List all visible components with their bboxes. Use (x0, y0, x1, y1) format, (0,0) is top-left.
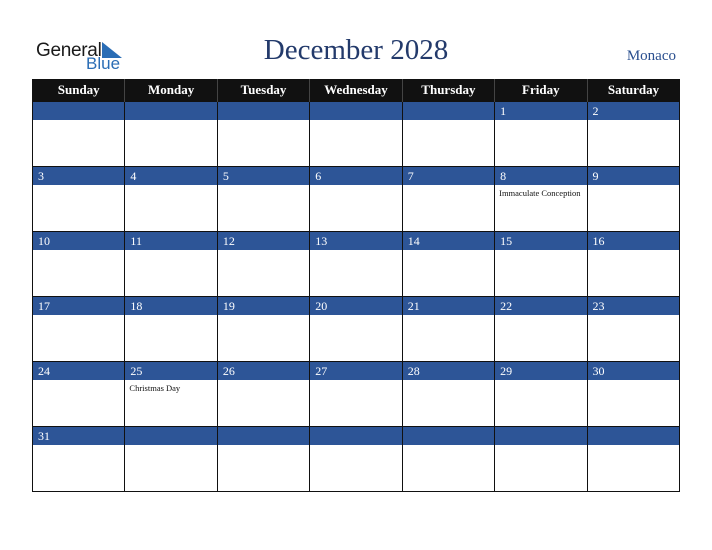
weekday-header: Thursday (402, 79, 494, 102)
day-number (125, 427, 216, 446)
day-cell[interactable] (125, 232, 217, 297)
country-label: Monaco (626, 48, 676, 64)
day-number: 18 (125, 297, 216, 316)
day-number: 7 (403, 167, 494, 186)
day-cell[interactable] (587, 362, 679, 427)
day-cell[interactable] (310, 232, 402, 297)
day-number: 16 (588, 232, 679, 251)
day-number: 19 (218, 297, 309, 316)
calendar-grid (32, 79, 680, 492)
day-cell[interactable] (402, 297, 494, 362)
day-number: 13 (310, 232, 401, 251)
day-cell[interactable] (33, 102, 125, 167)
day-cell[interactable] (402, 427, 494, 492)
day-number: 3 (33, 167, 124, 186)
day-cell[interactable] (33, 427, 125, 492)
day-cell[interactable] (217, 167, 309, 232)
day-number: 27 (310, 362, 401, 381)
logo-text-blue: Blue (86, 54, 121, 73)
weekday-header: Friday (495, 79, 587, 102)
day-cell[interactable] (125, 297, 217, 362)
day-cell[interactable] (310, 427, 402, 492)
day-number: 31 (33, 427, 124, 446)
day-cell[interactable] (310, 362, 402, 427)
day-cell[interactable] (587, 102, 679, 167)
day-number (125, 102, 216, 121)
day-cell[interactable] (587, 167, 679, 232)
day-number: 10 (33, 232, 124, 251)
day-number (33, 102, 124, 121)
week-row (33, 362, 680, 427)
day-number (588, 427, 679, 446)
day-number: 21 (403, 297, 494, 316)
day-number: 25 (125, 362, 216, 381)
day-cell[interactable] (402, 102, 494, 167)
day-cell[interactable] (217, 362, 309, 427)
weekday-header-row (33, 79, 680, 102)
day-number: 30 (588, 362, 679, 381)
day-cell[interactable] (587, 427, 679, 492)
week-row (33, 102, 680, 167)
day-cell[interactable] (402, 362, 494, 427)
day-number: 24 (33, 362, 124, 381)
day-number: 14 (403, 232, 494, 251)
day-cell[interactable] (125, 427, 217, 492)
day-number (310, 102, 401, 121)
day-cell[interactable] (402, 232, 494, 297)
day-number: 4 (125, 167, 216, 186)
day-number: 1 (495, 102, 586, 121)
day-cell[interactable] (217, 297, 309, 362)
day-cell[interactable] (495, 297, 587, 362)
weekday-header: Sunday (33, 79, 125, 102)
day-number: 5 (218, 167, 309, 186)
day-number: 2 (588, 102, 679, 121)
day-number: 15 (495, 232, 586, 251)
weekday-header: Monday (125, 79, 217, 102)
day-number: 17 (33, 297, 124, 316)
day-cell[interactable] (217, 102, 309, 167)
holiday-label: Christmas Day (129, 383, 181, 393)
day-cell[interactable] (217, 427, 309, 492)
day-number: 12 (218, 232, 309, 251)
day-cell[interactable] (310, 102, 402, 167)
day-cell[interactable] (587, 297, 679, 362)
day-number: 11 (125, 232, 216, 251)
day-number: 23 (588, 297, 679, 316)
day-number: 28 (403, 362, 494, 381)
weekday-header: Wednesday (310, 79, 402, 102)
day-cell[interactable] (495, 232, 587, 297)
page-title: December 2028 (263, 34, 449, 66)
holiday-label: Immaculate Conception (499, 188, 581, 198)
day-cell[interactable] (33, 297, 125, 362)
day-cell[interactable] (33, 167, 125, 232)
week-row (33, 167, 680, 232)
day-cell[interactable] (217, 232, 309, 297)
day-number (403, 427, 494, 446)
day-cell[interactable] (402, 167, 494, 232)
day-cell[interactable] (495, 102, 587, 167)
day-number: 9 (588, 167, 679, 186)
week-row (33, 232, 680, 297)
day-cell[interactable] (125, 102, 217, 167)
day-number (218, 427, 309, 446)
day-number (218, 102, 309, 121)
day-cell[interactable] (495, 167, 587, 232)
day-cell[interactable] (310, 167, 402, 232)
day-number (310, 427, 401, 446)
logo-text-general: General (36, 40, 102, 61)
day-cell[interactable] (495, 362, 587, 427)
day-number: 8 (495, 167, 586, 186)
day-number: 22 (495, 297, 586, 316)
day-cell[interactable] (125, 167, 217, 232)
weekday-header: Saturday (587, 79, 679, 102)
day-number: 6 (310, 167, 401, 186)
day-number: 20 (310, 297, 401, 316)
day-cell[interactable] (587, 232, 679, 297)
day-number (403, 102, 494, 121)
day-cell[interactable] (33, 232, 125, 297)
day-number: 26 (218, 362, 309, 381)
day-number: 29 (495, 362, 586, 381)
week-row (33, 297, 680, 362)
day-cell[interactable] (125, 362, 217, 427)
day-cell[interactable] (33, 362, 125, 427)
day-cell[interactable] (310, 297, 402, 362)
day-cell[interactable] (495, 427, 587, 492)
day-number (495, 427, 586, 446)
weekday-header: Tuesday (217, 79, 309, 102)
week-row (33, 427, 680, 492)
